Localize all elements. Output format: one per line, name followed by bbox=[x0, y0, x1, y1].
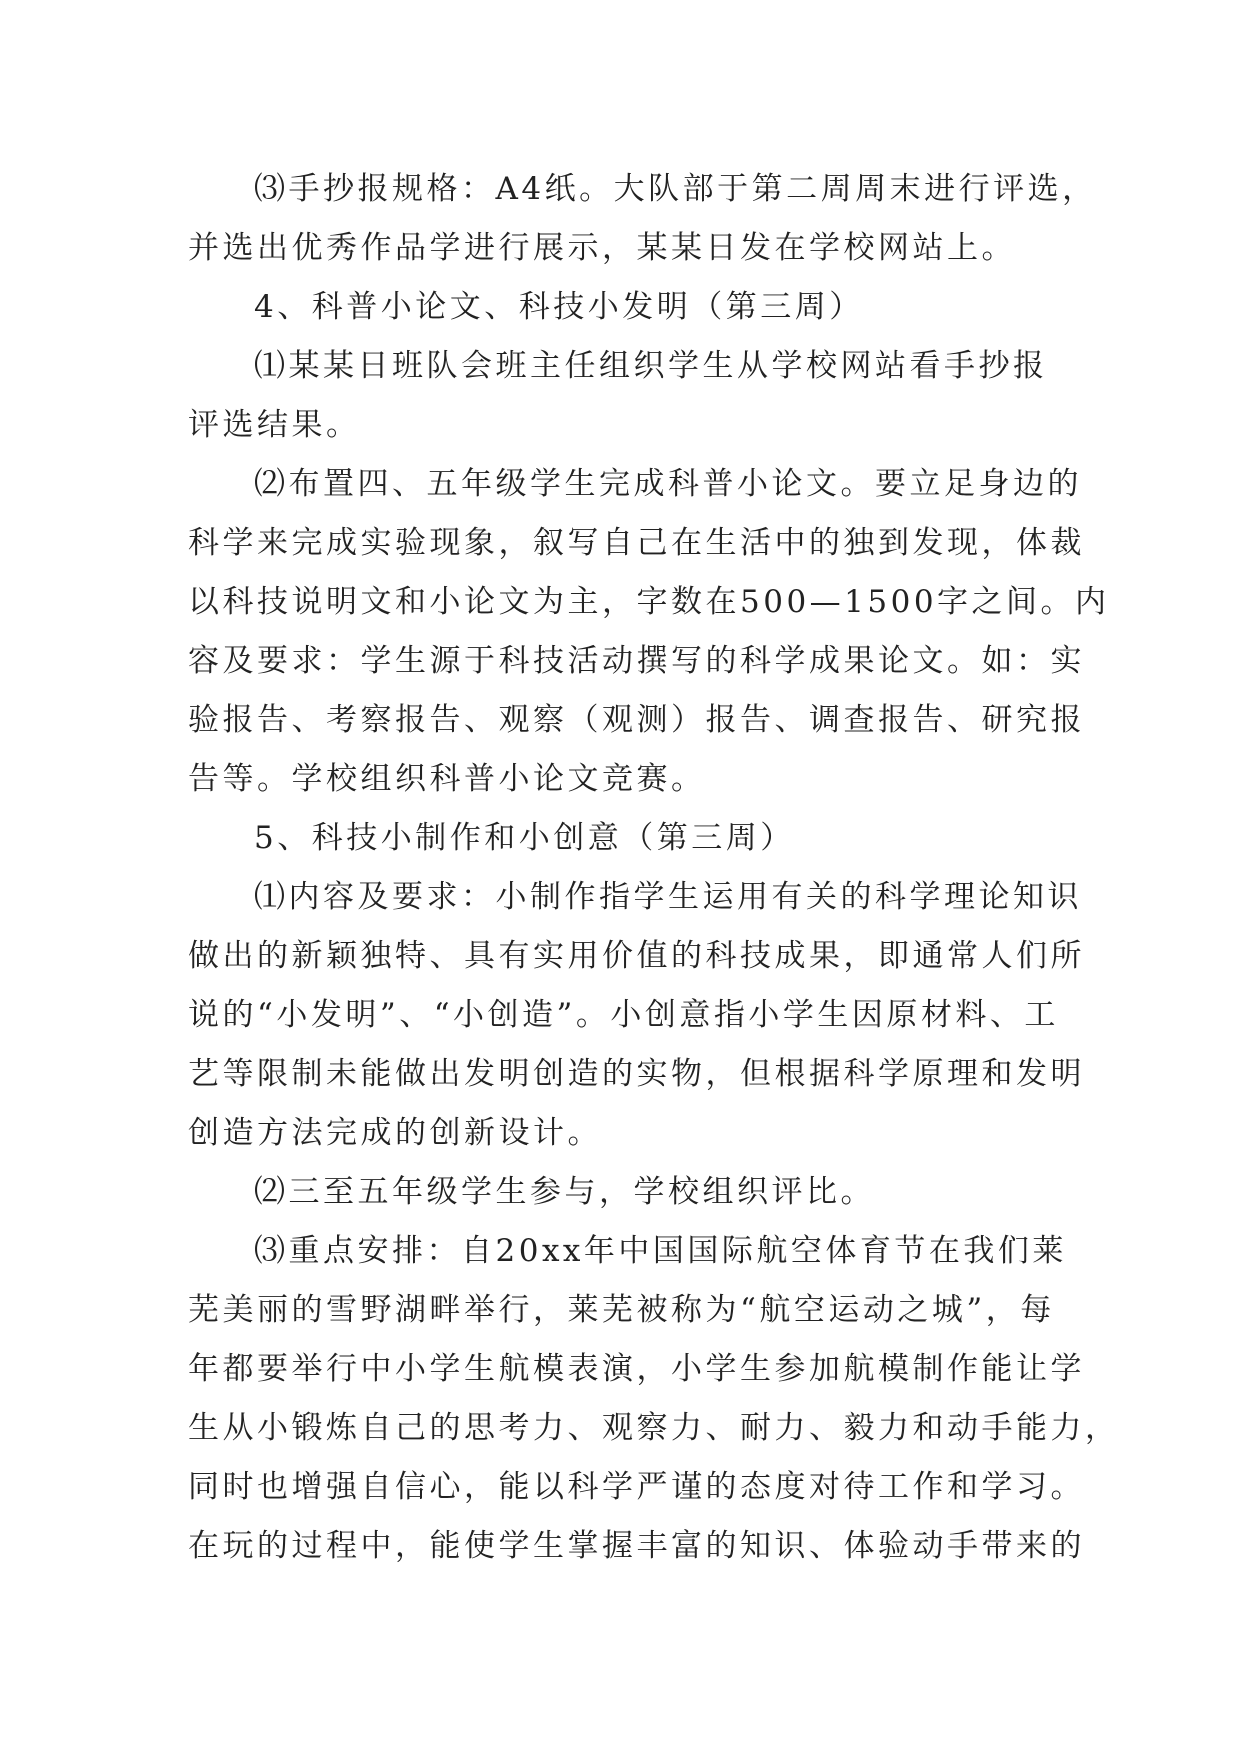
text-line: 创造方法完成的创新设计。 bbox=[188, 1115, 602, 1151]
document-body bbox=[188, 160, 1120, 1576]
text-line: 科学来完成实验现象，叙写自己在生活中的独到发现，体裁 bbox=[188, 525, 1085, 561]
section-heading: 5、科技小制作和小创意（第三周） bbox=[254, 820, 795, 856]
text-line: ⑵三至五年级学生参与，学校组织评比。 bbox=[254, 1174, 875, 1210]
text-line: 在玩的过程中，能使学生掌握丰富的知识、体验动手带来的 bbox=[188, 1528, 1085, 1564]
text-line: ⑴某某日班队会班主任组织学生从学校网站看手抄报 bbox=[254, 348, 1048, 384]
text-line: ⑵布置四、五年级学生完成科普小论文。要立足身边的 bbox=[254, 466, 1082, 502]
text-line: 以科技说明文和小论文为主，字数在500—1500字之间。内 bbox=[188, 584, 1110, 620]
text-line: 年都要举行中小学生航模表演，小学生参加航模制作能让学 bbox=[188, 1351, 1085, 1387]
text-line: 并选出优秀作品学进行展示，某某日发在学校网站上。 bbox=[188, 230, 1016, 266]
text-line: 告等。学校组织科普小论文竞赛。 bbox=[188, 761, 706, 797]
text-line: 芜美丽的雪野湖畔举行，莱芜被称为“航空运动之城”，每 bbox=[188, 1292, 1055, 1328]
text-line: 容及要求：学生源于科技活动撰写的科学成果论文。如：实 bbox=[188, 643, 1085, 679]
text-line: 评选结果。 bbox=[188, 407, 361, 443]
text-line: 生从小锻炼自己的思考力、观察力、耐力、毅力和动手能力， bbox=[188, 1410, 1120, 1446]
text-line: ⑶手抄报规格：A4纸。大队部于第二周周末进行评选， bbox=[254, 171, 1097, 207]
text-line: 做出的新颖独特、具有实用价值的科技成果，即通常人们所 bbox=[188, 938, 1085, 974]
text-line: 艺等限制未能做出发明创造的实物，但根据科学原理和发明 bbox=[188, 1056, 1085, 1092]
text-line: 同时也增强自信心，能以科学严谨的态度对待工作和学习。 bbox=[188, 1469, 1085, 1505]
text-line: ⑴内容及要求：小制作指学生运用有关的科学理论知识 bbox=[254, 879, 1082, 915]
text-line: 说的“小发明”、“小创造”。小创意指小学生因原材料、工 bbox=[188, 997, 1059, 1033]
text-line: 验报告、考察报告、观察（观测）报告、调查报告、研究报 bbox=[188, 702, 1085, 738]
section-heading: 4、科普小论文、科技小发明（第三周） bbox=[254, 289, 864, 325]
text-line: ⑶重点安排：自20xx年中国国际航空体育节在我们莱 bbox=[254, 1233, 1067, 1269]
